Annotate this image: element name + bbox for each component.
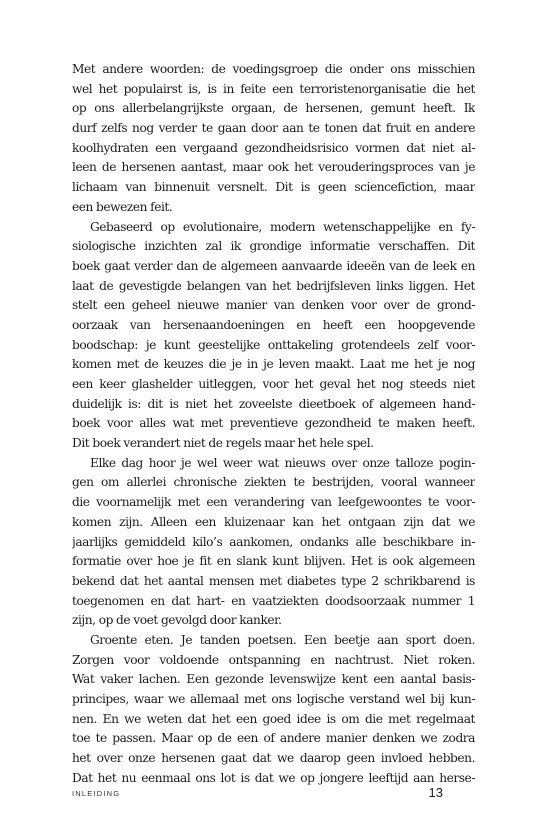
text-line: gen om allerlei chronische ziekten te bestrijden, vooral wanneer bbox=[72, 475, 475, 490]
text-line: Dat het nu eenmaal ons lot is dat we op jongere leeftijd aan herse- bbox=[72, 770, 475, 785]
text-line: op ons allerbelangrijkste orgaan, de hersenen, gemunt heeft. Ik bbox=[72, 101, 475, 116]
text-line: koolhydraten een vergaand gezondheidsrisico vormen dat niet al- bbox=[72, 140, 475, 155]
text-line: toe te passen. Maar op de een of andere manier denken we zodra bbox=[72, 731, 475, 746]
text-line: nen. En we weten dat het een goed idee is om die met regelmaat bbox=[72, 711, 475, 726]
paragraph bbox=[72, 631, 475, 789]
page-number: 13 bbox=[428, 785, 443, 800]
text-line: een bewezen feit. bbox=[72, 199, 173, 214]
text-line: stelt een geheel nieuwe manier van denken voor over de grond- bbox=[72, 298, 475, 313]
text-line: wel het populairst is, is in feite een terroristenorganisatie die het bbox=[72, 81, 475, 96]
text-line: boek voor alles wat met preventieve gezondheid te maken heeft. bbox=[72, 416, 475, 431]
text-line: lichaam van binnenuit versnelt. Dit is geen sciencefiction, maar bbox=[72, 180, 475, 195]
text-line: Gebaseerd op evolutionaire, modern wetenschappelijke en fy- bbox=[90, 219, 475, 234]
page-footer bbox=[72, 785, 443, 805]
text-line: Dit boek verandert niet de regels maar het hele spel. bbox=[72, 436, 374, 451]
text-line: oorzaak van hersenaandoeningen en heeft een hoopgevende bbox=[72, 317, 475, 332]
text-line: leen de hersenen aantast, maar ook het verouderingsproces van je bbox=[72, 160, 475, 175]
text-line: duidelijk is: dit is niet het zoveelste dieetboek of algemeen hand- bbox=[72, 396, 475, 411]
text-line: Wat vaker lachen. Een gezonde levenswijze kent een aantal basis- bbox=[72, 672, 475, 687]
text-line: bekend dat het aantal mensen met diabetes type 2 schrikbarend is bbox=[72, 573, 475, 588]
text-line: siologische inzichten zal ik grondige informatie verschaffen. Dit bbox=[72, 239, 475, 254]
paragraph bbox=[72, 60, 475, 218]
text-line: komen met de keuzes die je in je leven maakt. Laat me het je nog bbox=[72, 357, 475, 372]
paragraph bbox=[72, 218, 475, 454]
text-line: boodschap: je kunt geestelijke onttakeling grotendeels zelf voor- bbox=[72, 337, 475, 352]
text-line: Groente eten. Je tanden poetsen. Een beetje aan sport doen. bbox=[90, 632, 475, 647]
paragraph bbox=[72, 454, 475, 631]
text-line: komen zijn. Alleen een kluizenaar kan het ontgaan zijn dat we bbox=[72, 514, 475, 529]
text-line: toegenomen en dat hart- en vaatziekten doodsoorzaak nummer 1 bbox=[72, 593, 475, 608]
text-line: het over onze hersenen gaat dat we daarop geen invloed hebben. bbox=[72, 751, 475, 766]
body-text bbox=[72, 60, 475, 788]
text-line: Met andere woorden: de voedingsgroep die onder ons misschien bbox=[72, 62, 475, 76]
text-line: die voornamelijk met een verandering van leefgewoontes te voor- bbox=[72, 495, 475, 510]
text-line: laat de gevestigde belangen van het bedrijfsleven links liggen. Het bbox=[72, 278, 475, 293]
text-line: principes, waar we allemaal met ons logische verstand wel bij kun- bbox=[72, 692, 475, 706]
text-line: durf zelfs nog verder te gaan door aan te tonen dat fruit en andere bbox=[72, 121, 475, 136]
running-head: INLEIDING bbox=[72, 789, 121, 798]
text-line: Elke dag hoor je wel weer wat nieuws over onze talloze pogin- bbox=[90, 455, 475, 470]
text-line: jaarlijks gemiddeld kilo’s aankomen, ondanks alle beschikbare in- bbox=[72, 534, 475, 549]
text-line: boek gaat verder dan de algemeen aanvaarde ideeën van de leek en bbox=[72, 258, 475, 273]
text-line: Zorgen voor voldoende ontspanning en nachtrust. Niet roken. bbox=[72, 652, 475, 667]
text-line: zijn, op de voet gevolgd door kanker. bbox=[72, 613, 282, 628]
text-line: een keer glashelder uitleggen, voor het geval het nog steeds niet bbox=[72, 377, 475, 391]
text-line: formatie over hoe je fit en slank kunt blijven. Het is ook algemeen bbox=[72, 554, 475, 569]
